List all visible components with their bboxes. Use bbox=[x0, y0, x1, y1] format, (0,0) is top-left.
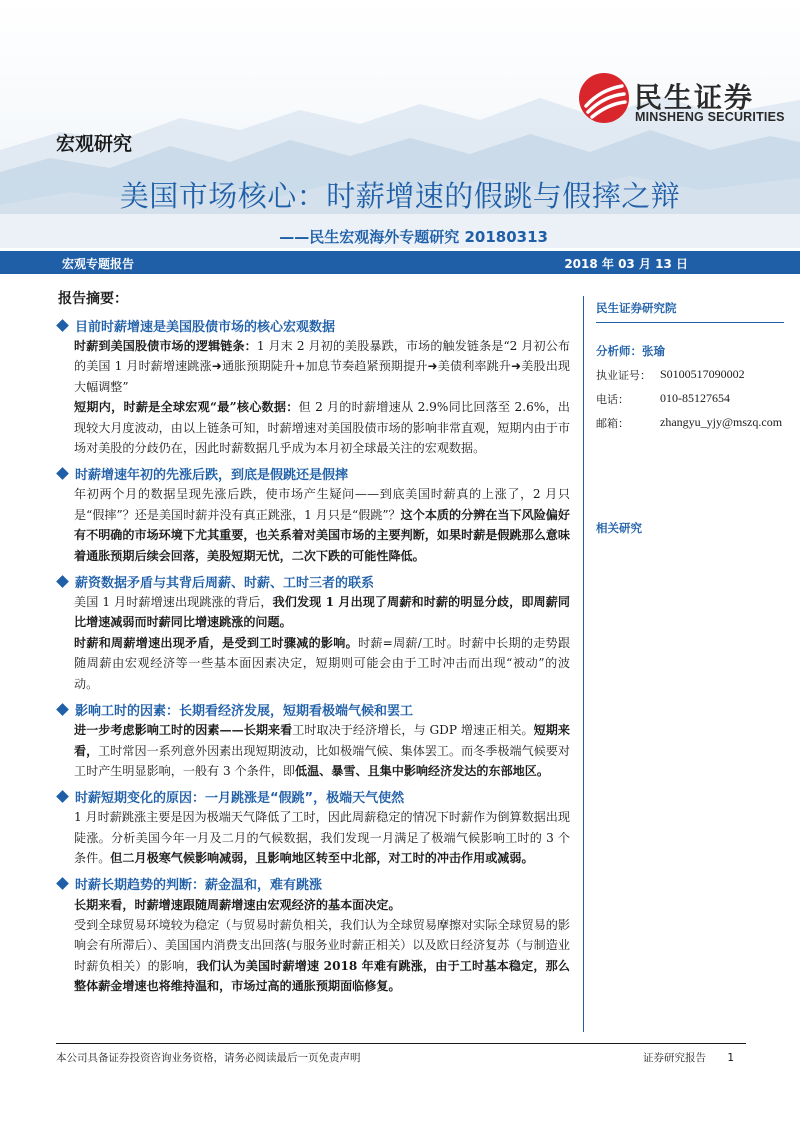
diamond-bullet-icon bbox=[56, 790, 69, 803]
license-label: 执业证号： bbox=[596, 369, 651, 382]
summary-section bbox=[56, 314, 570, 458]
footer-doc-type: 证券研究报告 bbox=[642, 1052, 706, 1064]
section-heading bbox=[56, 570, 570, 592]
report-title: 美国市场核心：时薪增速的假跳与假摔之辩 bbox=[119, 179, 681, 213]
section-title: 时薪长期趋势的判断：薪金温和，难有跳涨 bbox=[75, 878, 323, 894]
text-run: 但 2 月的时薪增速从 2.9%同比回落至 2.6%，出现较大月度波动，由以上链条可知，时薪增速对美国股债市场的影响非常直观，短期内由于市场对美股的分歧仍在，因此时薪数据几乎成为本月初全球最关注的宏观数据。 bbox=[74, 400, 570, 456]
bold-text-run: 长期来看，时薪增速跟随周薪增速由宏观经济的基本面决定。 bbox=[74, 897, 401, 912]
minsheng-logo-icon bbox=[578, 72, 630, 124]
text-run: 年初两个月的数据呈现先涨后跌，使市场产生疑问——到底美国时薪真的上涨了，2 月只是“假摔”？还是美国时薪并没有真正跳涨，1 月只是“假跳”？ bbox=[74, 487, 570, 522]
section-paragraph bbox=[74, 895, 570, 915]
diamond-bullet-icon bbox=[56, 467, 69, 480]
section-paragraph bbox=[74, 592, 570, 633]
text-run: 1 月时薪跳涨主要是因为极端天气降低了工时，因此周薪稳定的情况下时薪作为倒算数据出现陡涨。分析美国今年一月及二月的气候数据，我们发现一月满足了极端气候影响工时的 3 个条件。 bbox=[74, 810, 570, 866]
brand-logo bbox=[578, 72, 785, 132]
bold-text-run: 这个本质的分辨在当下风险偏好有不明确的市场环境下尤其重要，也关系着对美国市场的主要判断， bbox=[74, 507, 570, 543]
report-info-band bbox=[0, 251, 800, 274]
sidebar-divider bbox=[583, 296, 584, 1032]
text-run: 美国 1 月时薪增速出现跳涨的背后， bbox=[74, 595, 273, 610]
page-number: 1 bbox=[727, 1052, 734, 1064]
bold-text-run: 我们认为美国时薪增速 2018 年难有跳涨，由于工时基本稳定，那么整体薪金增速也将维持温和，市场过高的通胀预期面临修复。 bbox=[74, 958, 570, 994]
section-heading bbox=[56, 462, 570, 484]
analyst-license-row bbox=[596, 367, 796, 383]
report-header bbox=[0, 0, 800, 248]
section-title: 目前时薪增速是美国股债市场的核心宏观数据 bbox=[75, 319, 336, 335]
bold-text-run: 低温、暴雪、且集中影响经济发达的东部地区。 bbox=[294, 763, 549, 778]
analyst-name: 分析师：张瑜 bbox=[596, 344, 665, 358]
email-label: 邮箱： bbox=[596, 417, 629, 430]
analyst-phone-row bbox=[596, 391, 796, 407]
summary-section bbox=[56, 873, 570, 997]
summary-section bbox=[56, 785, 570, 868]
brand-name-cn: 民生证券 bbox=[634, 81, 755, 114]
section-paragraph bbox=[74, 720, 570, 781]
summary-section bbox=[56, 698, 570, 781]
text-run: 受到全球贸易环境较为稳定（与贸易时薪负相关，我们认为全球贸易摩擦对实际全球贸易的影响会有所滞后）、美国国内消费支出回落(与服务业时薪正相关）以及欧日经济复苏（与制造业时薪负相关）的影响， bbox=[74, 917, 570, 973]
report-subtitle: ——民生宏观海外专题研究 20180313 bbox=[279, 228, 548, 246]
section-title: 时薪增速年初的先涨后跌，到底是假跳还是假摔 bbox=[75, 467, 349, 483]
analyst-email-row bbox=[596, 415, 796, 431]
summary-section bbox=[56, 462, 570, 566]
bold-text-run: 时薪到美国股债市场的逻辑链条： bbox=[74, 339, 257, 353]
text-run: 1 月末 2 月初的美股暴跌，市场的触发链条是“2 月初公布的美国 1 月时薪增速跳涨➜通胀预期陡升+加息节奏趋紧预期提升➜美债利率跳升➜美股出现大幅调整” bbox=[74, 339, 570, 394]
section-title: 时薪短期变化的原因：一月跳涨是“假跳”，极端天气使然 bbox=[75, 790, 405, 806]
text-run: 工时常因一系列意外因素出现短期波动，比如极端气候、集体罢工。而冬季极端气候要对工时产生明显影响，一般有 3 个条件，即 bbox=[74, 743, 570, 778]
phone-label: 电话： bbox=[596, 393, 629, 406]
phone-value: 010-85127654 bbox=[660, 391, 730, 405]
diamond-bullet-icon bbox=[56, 703, 69, 716]
section-paragraph bbox=[74, 484, 570, 566]
section-paragraph bbox=[74, 336, 570, 397]
report-category: 宏观研究 bbox=[56, 133, 133, 155]
text-run: 时薪=周薪/工时。时薪中长期的走势跟随周薪由宏观经济等一些基本面因素决定，短期则可能会由于工时冲击而出现“被动”的波动。 bbox=[74, 635, 570, 691]
related-research-heading: 相关研究 bbox=[596, 521, 642, 535]
section-paragraph bbox=[74, 633, 570, 694]
section-paragraph bbox=[74, 915, 570, 997]
bold-text-run: 但二月极寒气候影响减弱，且影响地区转至中北部，对工时的冲击作用或减弱。 bbox=[110, 851, 534, 866]
bold-text-run: 我们发现 1 月出现了周薪和时薪的明显分歧，即周薪同比增速减弱而时薪同比增速跳涨的问题。 bbox=[74, 595, 570, 630]
section-heading bbox=[56, 314, 570, 336]
section-heading bbox=[56, 873, 570, 895]
diamond-bullet-icon bbox=[56, 877, 69, 890]
section-heading bbox=[56, 785, 570, 807]
report-summary bbox=[56, 288, 570, 1001]
email-value[interactable]: zhangyu_yjy@mszq.com bbox=[660, 415, 783, 429]
research-institute: 民生证券研究院 bbox=[596, 300, 784, 323]
section-title: 薪资数据矛盾与其背后周薪、时薪、工时三者的联系 bbox=[75, 575, 375, 591]
summary-section bbox=[56, 570, 570, 694]
sidebar bbox=[596, 300, 796, 431]
section-paragraph bbox=[74, 397, 570, 458]
diamond-bullet-icon bbox=[56, 319, 69, 332]
section-paragraph bbox=[74, 807, 570, 868]
report-date: 2018 年 03 月 13 日 bbox=[564, 257, 688, 271]
bold-text-run: 短期来看， bbox=[74, 723, 570, 758]
footer-divider bbox=[56, 1043, 746, 1044]
text-run: 工时取决于经济增长，与 GDP 增速正相关。 bbox=[292, 723, 534, 738]
brand-name-en: MINSHENG SECURITIES bbox=[635, 110, 785, 124]
footer-right bbox=[625, 1050, 734, 1065]
bold-text-run: 如果时薪是假跳那么意味着通胀预期后续会回落，美股短期无忧，二次下跌的可能性降低。 bbox=[74, 528, 570, 563]
bold-text-run: 时薪和周薪增速出现矛盾，是受到工时骤减的影响。 bbox=[74, 635, 358, 650]
diamond-bullet-icon bbox=[56, 575, 69, 588]
report-type: 宏观专题报告 bbox=[62, 257, 135, 271]
summary-label: 报告摘要： bbox=[58, 291, 128, 307]
bold-text-run: 短期内，时薪是全球宏观“最”核心数据： bbox=[74, 400, 299, 415]
bold-text-run: 进一步考虑影响工时的因素——长期来看 bbox=[74, 723, 293, 738]
license-value: S0100517090002 bbox=[660, 367, 745, 381]
section-heading bbox=[56, 698, 570, 720]
footer-disclaimer: 本公司具备证券投资咨询业务资格，请务必阅读最后一页免责声明 bbox=[56, 1052, 361, 1064]
summary-sections bbox=[56, 314, 570, 997]
section-title: 影响工时的因素：长期看经济发展，短期看极端气候和罢工 bbox=[75, 703, 414, 719]
